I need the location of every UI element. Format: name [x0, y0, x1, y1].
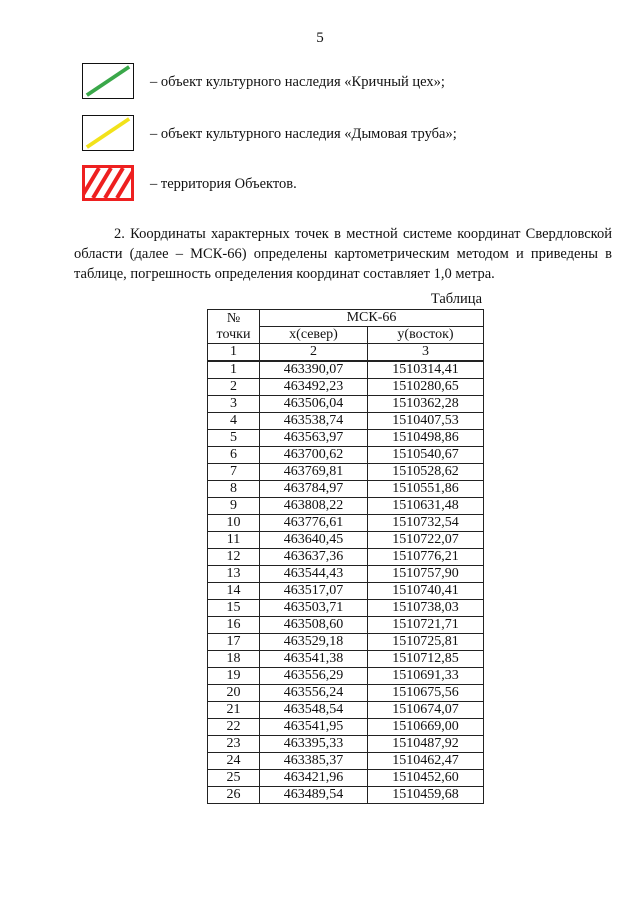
cell-y: 1510459,68	[368, 787, 484, 804]
cell-x: 463529,18	[260, 634, 368, 651]
cell-point: 19	[208, 668, 260, 685]
cell-point: 16	[208, 617, 260, 634]
cell-point: 13	[208, 566, 260, 583]
table-row	[208, 600, 484, 617]
cell-point: 17	[208, 634, 260, 651]
table-row	[208, 379, 484, 396]
cell-y: 1510362,28	[368, 396, 484, 413]
table-caption: Таблица	[430, 291, 482, 307]
cell-y: 1510528,62	[368, 464, 484, 481]
cell-y: 1510712,85	[368, 651, 484, 668]
table-row	[208, 787, 484, 804]
cell-point: 3	[208, 396, 260, 413]
header-point-line1: №	[226, 310, 241, 326]
cell-x: 463492,23	[260, 379, 368, 396]
cell-y: 1510757,90	[368, 566, 484, 583]
cell-y: 1510498,86	[368, 430, 484, 447]
green-line-swatch-icon	[82, 63, 134, 99]
cell-x: 463385,37	[260, 753, 368, 770]
cell-x: 463489,54	[260, 787, 368, 804]
cell-point: 26	[208, 787, 260, 804]
table-row	[208, 396, 484, 413]
cell-x: 463544,43	[260, 566, 368, 583]
table-row	[208, 719, 484, 736]
cell-point: 9	[208, 498, 260, 515]
cell-x: 463776,61	[260, 515, 368, 532]
cell-x: 463548,54	[260, 702, 368, 719]
table-row	[208, 361, 484, 379]
legend-item-dymovaya-truba	[82, 115, 502, 155]
table-row	[208, 549, 484, 566]
red-hatch-swatch-icon	[82, 165, 134, 201]
yellow-line-swatch-icon	[82, 115, 134, 151]
header-x: x(север)	[260, 327, 368, 344]
table-row	[208, 515, 484, 532]
legend-item-kritchny-tsekh	[82, 63, 502, 103]
legend-label: – территория Объектов.	[150, 176, 297, 192]
table-row	[208, 668, 484, 685]
column-number: 2	[260, 344, 368, 362]
legend-item-territory	[82, 165, 502, 205]
cell-x: 463541,38	[260, 651, 368, 668]
cell-point: 2	[208, 379, 260, 396]
table-row	[208, 413, 484, 430]
cell-point: 24	[208, 753, 260, 770]
cell-y: 1510732,54	[368, 515, 484, 532]
header-y: y(восток)	[368, 327, 484, 344]
cell-y: 1510722,07	[368, 532, 484, 549]
cell-point: 10	[208, 515, 260, 532]
cell-point: 18	[208, 651, 260, 668]
cell-x: 463556,29	[260, 668, 368, 685]
table-row	[208, 651, 484, 668]
cell-x: 463556,24	[260, 685, 368, 702]
cell-point: 8	[208, 481, 260, 498]
cell-point: 1	[208, 361, 260, 379]
page-number: 5	[316, 30, 324, 46]
cell-x: 463538,74	[260, 413, 368, 430]
cell-y: 1510462,47	[368, 753, 484, 770]
table-row	[208, 770, 484, 787]
cell-point: 23	[208, 736, 260, 753]
legend-label: – объект культурного наследия «Кричный цех»;	[150, 74, 445, 90]
header-system: МСК-66	[260, 310, 484, 327]
coordinates-table	[207, 309, 484, 804]
cell-y: 1510725,81	[368, 634, 484, 651]
header-point-line2: точки	[216, 326, 251, 342]
cell-x: 463640,45	[260, 532, 368, 549]
table-row	[208, 447, 484, 464]
cell-y: 1510407,53	[368, 413, 484, 430]
cell-x: 463769,81	[260, 464, 368, 481]
cell-y: 1510669,00	[368, 719, 484, 736]
cell-x: 463637,36	[260, 549, 368, 566]
cell-x: 463508,60	[260, 617, 368, 634]
cell-x: 463563,97	[260, 430, 368, 447]
cell-y: 1510452,60	[368, 770, 484, 787]
cell-x: 463395,33	[260, 736, 368, 753]
cell-x: 463503,71	[260, 600, 368, 617]
column-number: 1	[208, 344, 260, 362]
table-row	[208, 481, 484, 498]
cell-x: 463541,95	[260, 719, 368, 736]
cell-x: 463517,07	[260, 583, 368, 600]
table-row	[208, 583, 484, 600]
cell-point: 22	[208, 719, 260, 736]
table-row	[208, 634, 484, 651]
cell-point: 4	[208, 413, 260, 430]
cell-point: 20	[208, 685, 260, 702]
table-row	[208, 566, 484, 583]
coordinates-paragraph: 2. Координаты характерных точек в местной системе координат Свердловской области (далее – МСК-66) определены картометрическим методом и приведены в таблице, погрешность определения координат составляет 1,0 метра.	[74, 226, 612, 282]
cell-y: 1510776,21	[368, 549, 484, 566]
header-point-number	[208, 310, 260, 344]
column-number: 3	[368, 344, 484, 362]
cell-x: 463421,96	[260, 770, 368, 787]
cell-point: 25	[208, 770, 260, 787]
cell-y: 1510674,07	[368, 702, 484, 719]
cell-point: 7	[208, 464, 260, 481]
cell-y: 1510540,67	[368, 447, 484, 464]
legend-label: – объект культурного наследия «Дымовая труба»;	[150, 126, 457, 142]
cell-point: 14	[208, 583, 260, 600]
cell-y: 1510280,65	[368, 379, 484, 396]
cell-point: 15	[208, 600, 260, 617]
table-row	[208, 464, 484, 481]
cell-y: 1510631,48	[368, 498, 484, 515]
table-row	[208, 617, 484, 634]
cell-y: 1510740,41	[368, 583, 484, 600]
table-row	[208, 532, 484, 549]
table-row	[208, 430, 484, 447]
cell-point: 6	[208, 447, 260, 464]
cell-y: 1510675,56	[368, 685, 484, 702]
cell-y: 1510551,86	[368, 481, 484, 498]
cell-point: 11	[208, 532, 260, 549]
cell-y: 1510691,33	[368, 668, 484, 685]
cell-x: 463390,07	[260, 361, 368, 379]
cell-x: 463808,22	[260, 498, 368, 515]
cell-point: 5	[208, 430, 260, 447]
cell-point: 21	[208, 702, 260, 719]
table-row	[208, 702, 484, 719]
cell-y: 1510314,41	[368, 361, 484, 379]
table-row	[208, 753, 484, 770]
table-row	[208, 685, 484, 702]
cell-x: 463784,97	[260, 481, 368, 498]
table-row	[208, 498, 484, 515]
cell-x: 463506,04	[260, 396, 368, 413]
cell-y: 1510721,71	[368, 617, 484, 634]
cell-y: 1510487,92	[368, 736, 484, 753]
cell-x: 463700,62	[260, 447, 368, 464]
cell-y: 1510738,03	[368, 600, 484, 617]
cell-point: 12	[208, 549, 260, 566]
table-row	[208, 736, 484, 753]
